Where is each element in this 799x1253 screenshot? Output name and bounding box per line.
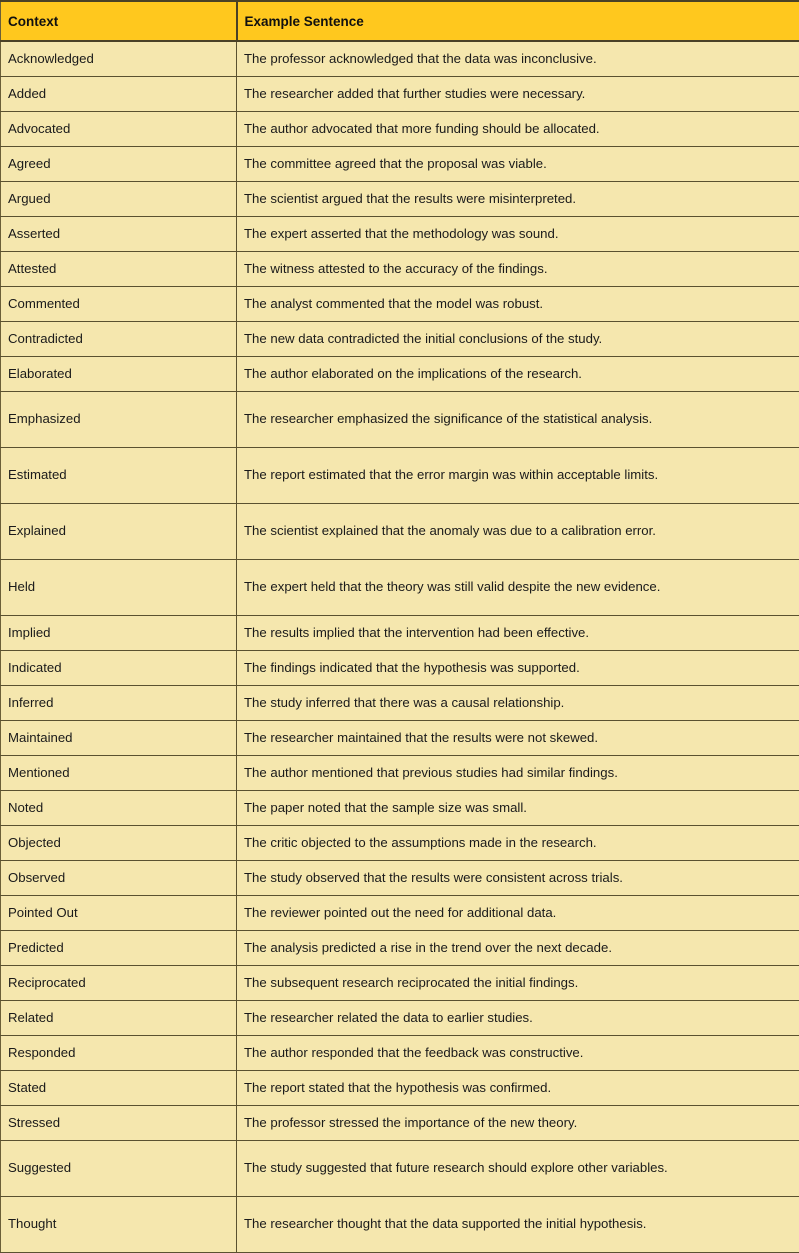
table-row[interactable] xyxy=(1,112,799,147)
cell-example-sentence: The researcher added that further studies were necessary. xyxy=(237,77,799,112)
cell-context: Reciprocated xyxy=(1,966,237,1001)
cell-example-sentence: The subsequent research reciprocated the initial findings. xyxy=(237,966,799,1001)
table-row[interactable] xyxy=(1,1106,799,1141)
cell-context: Objected xyxy=(1,826,237,861)
column-header-example-sentence[interactable]: Example Sentence xyxy=(237,1,799,41)
cell-example-sentence: The scientist explained that the anomaly was due to a calibration error. xyxy=(237,504,799,560)
cell-example-sentence: The expert held that the theory was still valid despite the new evidence. xyxy=(237,560,799,616)
cell-context: Mentioned xyxy=(1,756,237,791)
column-header-context[interactable]: Context xyxy=(1,1,237,41)
cell-example-sentence: The analysis predicted a rise in the trend over the next decade. xyxy=(237,931,799,966)
cell-context: Pointed Out xyxy=(1,896,237,931)
cell-context: Contradicted xyxy=(1,322,237,357)
cell-example-sentence: The author advocated that more funding should be allocated. xyxy=(237,112,799,147)
cell-context: Held xyxy=(1,560,237,616)
table-row[interactable] xyxy=(1,931,799,966)
cell-context: Emphasized xyxy=(1,392,237,448)
table-row[interactable] xyxy=(1,392,799,448)
cell-example-sentence: The expert asserted that the methodology was sound. xyxy=(237,217,799,252)
cell-context: Explained xyxy=(1,504,237,560)
table-row[interactable] xyxy=(1,1071,799,1106)
cell-example-sentence: The committee agreed that the proposal was viable. xyxy=(237,147,799,182)
table-header xyxy=(1,1,799,41)
table-row[interactable] xyxy=(1,287,799,322)
cell-example-sentence: The researcher related the data to earlier studies. xyxy=(237,1001,799,1036)
cell-context: Attested xyxy=(1,252,237,287)
cell-example-sentence: The witness attested to the accuracy of the findings. xyxy=(237,252,799,287)
table-row[interactable] xyxy=(1,1036,799,1071)
cell-example-sentence: The professor stressed the importance of the new theory. xyxy=(237,1106,799,1141)
table-row[interactable] xyxy=(1,560,799,616)
table-row[interactable] xyxy=(1,448,799,504)
cell-context: Added xyxy=(1,77,237,112)
cell-example-sentence: The findings indicated that the hypothesis was supported. xyxy=(237,651,799,686)
cell-context: Commented xyxy=(1,287,237,322)
cell-example-sentence: The study observed that the results were consistent across trials. xyxy=(237,861,799,896)
cell-context: Stressed xyxy=(1,1106,237,1141)
table-row[interactable] xyxy=(1,791,799,826)
cell-example-sentence: The paper noted that the sample size was small. xyxy=(237,791,799,826)
table-row[interactable] xyxy=(1,504,799,560)
cell-context: Agreed xyxy=(1,147,237,182)
cell-example-sentence: The report estimated that the error margin was within acceptable limits. xyxy=(237,448,799,504)
cell-example-sentence: The new data contradicted the initial conclusions of the study. xyxy=(237,322,799,357)
cell-context: Indicated xyxy=(1,651,237,686)
table-row[interactable] xyxy=(1,77,799,112)
cell-example-sentence: The study suggested that future research should explore other variables. xyxy=(237,1141,799,1197)
table-row[interactable] xyxy=(1,966,799,1001)
cell-context: Implied xyxy=(1,616,237,651)
table-row[interactable] xyxy=(1,217,799,252)
table-row[interactable] xyxy=(1,147,799,182)
cell-context: Predicted xyxy=(1,931,237,966)
cell-context: Elaborated xyxy=(1,357,237,392)
cell-example-sentence: The author mentioned that previous studies had similar findings. xyxy=(237,756,799,791)
cell-example-sentence: The author responded that the feedback was constructive. xyxy=(237,1036,799,1071)
cell-context: Argued xyxy=(1,182,237,217)
table-row[interactable] xyxy=(1,896,799,931)
cell-example-sentence: The results implied that the intervention had been effective. xyxy=(237,616,799,651)
cell-context: Observed xyxy=(1,861,237,896)
table-row[interactable] xyxy=(1,826,799,861)
table-row[interactable] xyxy=(1,322,799,357)
table-row[interactable] xyxy=(1,1141,799,1197)
cell-example-sentence: The researcher maintained that the results were not skewed. xyxy=(237,721,799,756)
table-row[interactable] xyxy=(1,721,799,756)
table-row[interactable] xyxy=(1,861,799,896)
table-row[interactable] xyxy=(1,756,799,791)
cell-example-sentence: The reviewer pointed out the need for additional data. xyxy=(237,896,799,931)
cell-context: Thought xyxy=(1,1197,237,1253)
cell-example-sentence: The professor acknowledged that the data was inconclusive. xyxy=(237,41,799,77)
cell-example-sentence: The researcher emphasized the significance of the statistical analysis. xyxy=(237,392,799,448)
table-header-row xyxy=(1,1,799,41)
table-row[interactable] xyxy=(1,1001,799,1036)
cell-context: Noted xyxy=(1,791,237,826)
cell-example-sentence: The report stated that the hypothesis was confirmed. xyxy=(237,1071,799,1106)
cell-context: Related xyxy=(1,1001,237,1036)
table-row[interactable] xyxy=(1,651,799,686)
cell-context: Asserted xyxy=(1,217,237,252)
cell-example-sentence: The analyst commented that the model was robust. xyxy=(237,287,799,322)
table-row[interactable] xyxy=(1,686,799,721)
cell-context: Suggested xyxy=(1,1141,237,1197)
table-body xyxy=(1,41,799,1253)
cell-example-sentence: The researcher thought that the data supported the initial hypothesis. xyxy=(237,1197,799,1253)
cell-example-sentence: The author elaborated on the implications of the research. xyxy=(237,357,799,392)
table-row[interactable] xyxy=(1,616,799,651)
cell-context: Responded xyxy=(1,1036,237,1071)
cell-context: Advocated xyxy=(1,112,237,147)
cell-example-sentence: The scientist argued that the results were misinterpreted. xyxy=(237,182,799,217)
cell-context: Stated xyxy=(1,1071,237,1106)
table-row[interactable] xyxy=(1,182,799,217)
cell-example-sentence: The study inferred that there was a causal relationship. xyxy=(237,686,799,721)
table-row[interactable] xyxy=(1,41,799,77)
cell-context: Estimated xyxy=(1,448,237,504)
cell-context: Maintained xyxy=(1,721,237,756)
table-row[interactable] xyxy=(1,252,799,287)
cell-context: Inferred xyxy=(1,686,237,721)
cell-example-sentence: The critic objected to the assumptions made in the research. xyxy=(237,826,799,861)
cell-context: Acknowledged xyxy=(1,41,237,77)
table-row[interactable] xyxy=(1,357,799,392)
